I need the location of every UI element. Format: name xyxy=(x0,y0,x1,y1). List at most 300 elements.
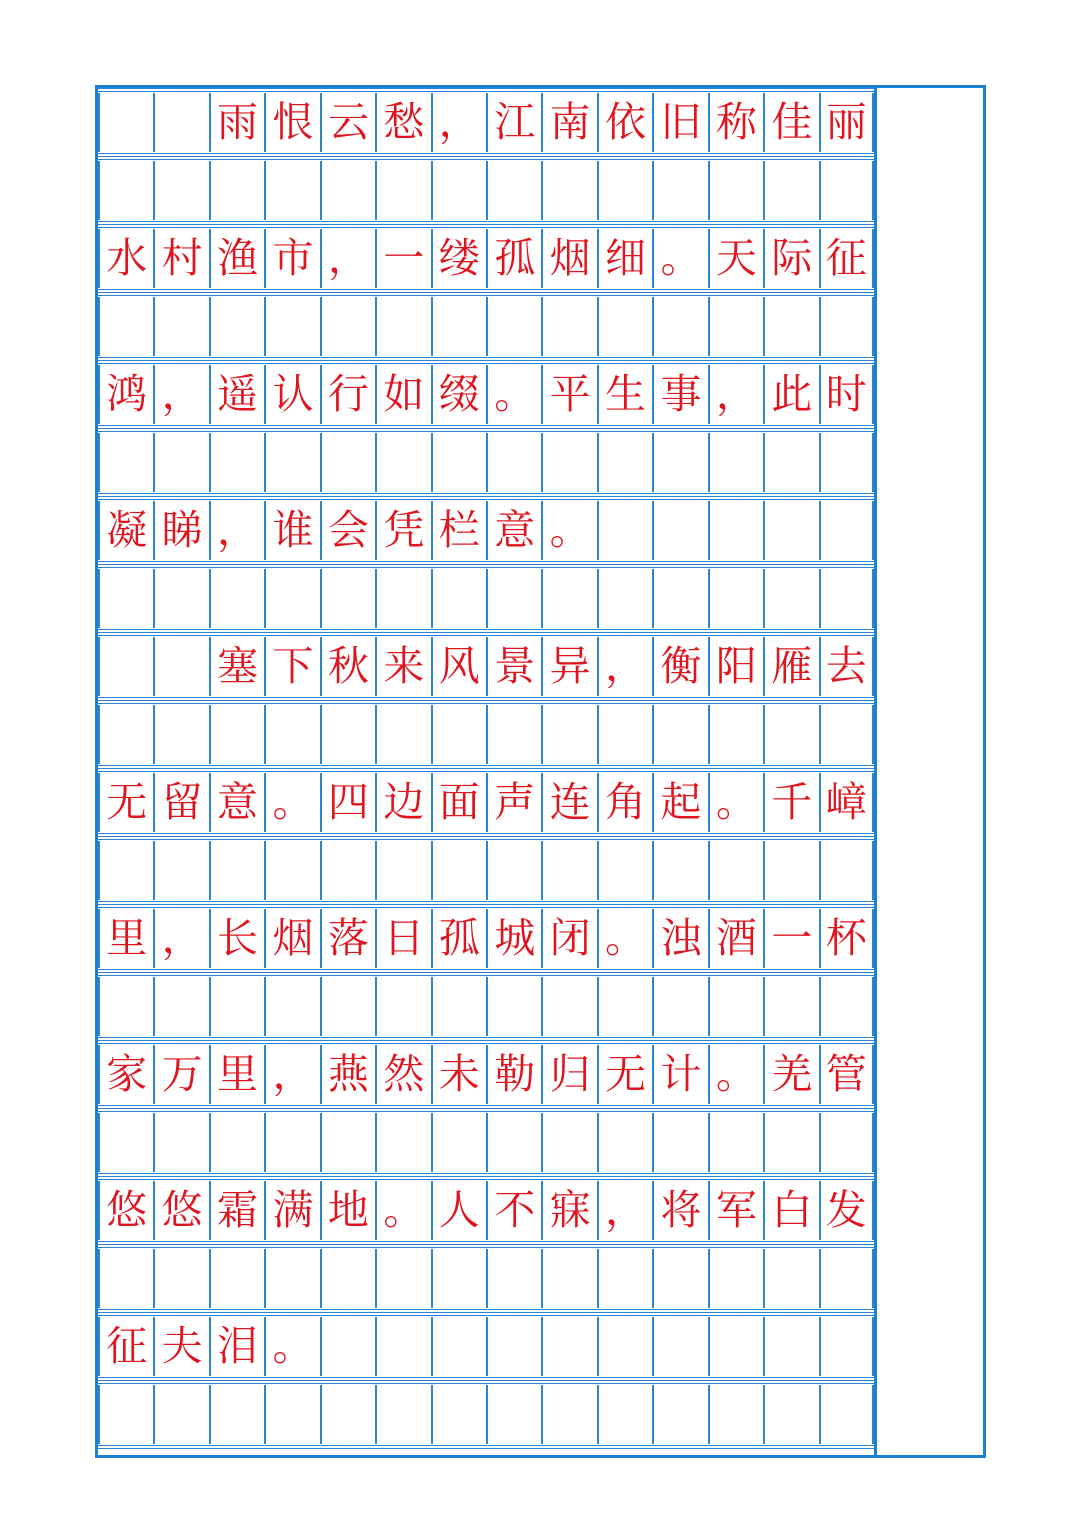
grid-cell: 南 xyxy=(541,93,596,152)
grid-cell: 塞 xyxy=(209,637,264,696)
grid-cell xyxy=(763,501,818,560)
grid-cell xyxy=(375,705,430,764)
grid-row xyxy=(98,705,874,764)
grid-row xyxy=(98,909,874,968)
grid-cell: 万 xyxy=(153,1045,208,1104)
grid-cell xyxy=(486,1317,541,1376)
grid-cell: 。 xyxy=(375,1181,430,1240)
grid-cell xyxy=(708,161,763,220)
grid-cell: 谁 xyxy=(264,501,319,560)
grid-cell xyxy=(431,161,486,220)
grid-cell xyxy=(320,841,375,900)
grid-cell: 。 xyxy=(541,501,596,560)
grid-cell: 村 xyxy=(153,229,208,288)
grid-cell xyxy=(819,1249,874,1308)
grid-cell xyxy=(153,161,208,220)
grid-cell: 泪 xyxy=(209,1317,264,1376)
grid-cell xyxy=(320,161,375,220)
grid-cell xyxy=(541,569,596,628)
grid-cell xyxy=(819,297,874,356)
grid-cell: 酒 xyxy=(708,909,763,968)
grid-cell: 白 xyxy=(763,1181,818,1240)
grid-cell xyxy=(264,1385,319,1444)
grid-cell xyxy=(652,841,707,900)
grid-cell xyxy=(652,569,707,628)
grid-cell xyxy=(708,1385,763,1444)
grid-cell: 栏 xyxy=(431,501,486,560)
grid-cell: 边 xyxy=(375,773,430,832)
grid-cell: 里 xyxy=(98,909,153,968)
grid-cell xyxy=(597,1113,652,1172)
row-rule-top xyxy=(98,292,874,296)
grid-cell xyxy=(708,501,763,560)
grid-cell: 衡 xyxy=(652,637,707,696)
grid-cell: 长 xyxy=(209,909,264,968)
grid-cell xyxy=(209,1113,264,1172)
grid-row xyxy=(98,433,874,492)
grid-cell xyxy=(320,433,375,492)
grid-row xyxy=(98,1113,874,1172)
grid-cell: 如 xyxy=(375,365,430,424)
grid-cell xyxy=(652,501,707,560)
grid-cell xyxy=(708,841,763,900)
grid-cell xyxy=(708,1317,763,1376)
grid-cell xyxy=(541,1113,596,1172)
row-rule-top xyxy=(98,836,874,840)
grid-cell: 水 xyxy=(98,229,153,288)
grid-cell: 云 xyxy=(320,93,375,152)
grid-cell: 羌 xyxy=(763,1045,818,1104)
grid-cell: 此 xyxy=(763,365,818,424)
grid-cell: 。 xyxy=(264,773,319,832)
grid-cell xyxy=(153,637,208,696)
grid-cell xyxy=(431,569,486,628)
grid-cell xyxy=(597,841,652,900)
grid-cell: 称 xyxy=(708,93,763,152)
grid-cell xyxy=(98,1385,153,1444)
grid-cell xyxy=(98,93,153,152)
grid-cell: 悠 xyxy=(153,1181,208,1240)
grid-cell xyxy=(431,1317,486,1376)
row-rule-top xyxy=(98,428,874,432)
grid-cell xyxy=(153,1385,208,1444)
grid-cell xyxy=(652,705,707,764)
grid-cell: 生 xyxy=(597,365,652,424)
grid-cell: 凝 xyxy=(98,501,153,560)
grid-cell xyxy=(763,297,818,356)
row-rule-top xyxy=(98,564,874,568)
grid-cell xyxy=(819,433,874,492)
row-rule-top xyxy=(98,1380,874,1384)
grid-cell xyxy=(209,297,264,356)
grid-cell: 夫 xyxy=(153,1317,208,1376)
grid-cell xyxy=(541,841,596,900)
grid-cell xyxy=(153,433,208,492)
grid-cell: 声 xyxy=(486,773,541,832)
grid-cell: 征 xyxy=(819,229,874,288)
grid-cell xyxy=(819,1317,874,1376)
grid-cell: 未 xyxy=(431,1045,486,1104)
grid-cell: 嶂 xyxy=(819,773,874,832)
grid-cell xyxy=(375,297,430,356)
row-rule-top xyxy=(98,496,874,500)
grid-cell xyxy=(375,1113,430,1172)
row-rule-top xyxy=(98,768,874,772)
grid-cell xyxy=(597,161,652,220)
grid-cell xyxy=(541,161,596,220)
grid-cell xyxy=(153,93,208,152)
grid-cell xyxy=(98,1249,153,1308)
grid-cell xyxy=(652,977,707,1036)
grid-cell: 意 xyxy=(209,773,264,832)
row-rule-top xyxy=(98,360,874,364)
grid-cell xyxy=(819,1385,874,1444)
grid-cell: 恨 xyxy=(264,93,319,152)
grid-cell: 异 xyxy=(541,637,596,696)
grid-cell: 雨 xyxy=(209,93,264,152)
grid-cell xyxy=(819,501,874,560)
row-rule-top xyxy=(98,88,874,92)
grid-cell xyxy=(375,569,430,628)
grid-cell: 燕 xyxy=(320,1045,375,1104)
grid-cell: 旧 xyxy=(652,93,707,152)
grid-cell: 一 xyxy=(375,229,430,288)
grid-cell xyxy=(153,705,208,764)
grid-cell xyxy=(320,1249,375,1308)
grid-cell xyxy=(486,977,541,1036)
grid-cell: 遥 xyxy=(209,365,264,424)
grid-row xyxy=(98,569,874,628)
grid-cell: 阳 xyxy=(708,637,763,696)
grid-cell xyxy=(209,977,264,1036)
grid-cell xyxy=(541,977,596,1036)
grid-cell xyxy=(486,569,541,628)
grid-cell xyxy=(431,1385,486,1444)
grid-cell xyxy=(209,161,264,220)
grid-row xyxy=(98,1249,874,1308)
grid-cell xyxy=(763,569,818,628)
grid-cell xyxy=(486,1385,541,1444)
grid-cell: 勒 xyxy=(486,1045,541,1104)
grid-cell: 景 xyxy=(486,637,541,696)
grid-cell: 孤 xyxy=(431,909,486,968)
grid-cell xyxy=(320,1113,375,1172)
grid-cell xyxy=(708,977,763,1036)
grid-cell xyxy=(708,1249,763,1308)
grid-cell xyxy=(375,841,430,900)
grid-cell xyxy=(597,1317,652,1376)
grid-cell xyxy=(375,433,430,492)
grid-cell xyxy=(264,297,319,356)
grid-cell xyxy=(98,977,153,1036)
grid-row xyxy=(98,1045,874,1104)
grid-cell: 。 xyxy=(708,1045,763,1104)
grid-cell xyxy=(320,977,375,1036)
grid-cell: 丽 xyxy=(819,93,874,152)
grid-cell: 。 xyxy=(486,365,541,424)
grid-cell xyxy=(431,841,486,900)
grid-cell xyxy=(597,569,652,628)
grid-cell xyxy=(597,1249,652,1308)
grid-cell xyxy=(652,1317,707,1376)
grid-cell xyxy=(486,433,541,492)
grid-cell: 管 xyxy=(819,1045,874,1104)
grid-cell: 佳 xyxy=(763,93,818,152)
grid-cell: ， xyxy=(153,909,208,968)
grid-row xyxy=(98,365,874,424)
grid-cell xyxy=(431,977,486,1036)
grid-cell xyxy=(98,705,153,764)
grid-cell xyxy=(209,1385,264,1444)
grid-cell: 落 xyxy=(320,909,375,968)
grid-cell xyxy=(652,433,707,492)
row-rule-top xyxy=(98,1040,874,1044)
grid-cell xyxy=(541,705,596,764)
grid-cell xyxy=(541,297,596,356)
grid-cell: 风 xyxy=(431,637,486,696)
grid-cell xyxy=(541,1385,596,1444)
grid-cell xyxy=(597,297,652,356)
grid-cell: 军 xyxy=(708,1181,763,1240)
grid-cell: 缕 xyxy=(431,229,486,288)
grid-cell: 愁 xyxy=(375,93,430,152)
grid-cell xyxy=(819,977,874,1036)
grid-cell: 雁 xyxy=(763,637,818,696)
grid-cell xyxy=(486,297,541,356)
grid-cell xyxy=(98,569,153,628)
grid-cell: 鸿 xyxy=(98,365,153,424)
grid-cell xyxy=(819,569,874,628)
grid-cell: 城 xyxy=(486,909,541,968)
row-rule-top xyxy=(98,904,874,908)
grid-cell xyxy=(375,1385,430,1444)
grid-cell: 渔 xyxy=(209,229,264,288)
grid-cell xyxy=(431,705,486,764)
grid-cell xyxy=(98,841,153,900)
grid-cell: 不 xyxy=(486,1181,541,1240)
grid-cell: 发 xyxy=(819,1181,874,1240)
grid-cell: 孤 xyxy=(486,229,541,288)
grid-cell xyxy=(763,977,818,1036)
grid-cell: 来 xyxy=(375,637,430,696)
grid-cell xyxy=(209,569,264,628)
grid-cell: 杯 xyxy=(819,909,874,968)
grid-cell: 霜 xyxy=(209,1181,264,1240)
grid-cell: 面 xyxy=(431,773,486,832)
grid-row xyxy=(98,1385,874,1444)
grid-cell: 行 xyxy=(320,365,375,424)
grid-cell xyxy=(597,1385,652,1444)
row-rule-top xyxy=(98,972,874,976)
grid-cell: 地 xyxy=(320,1181,375,1240)
grid-cell: ， xyxy=(597,1181,652,1240)
grid-cell: 。 xyxy=(652,229,707,288)
grid-cell xyxy=(264,1113,319,1172)
grid-cell xyxy=(597,501,652,560)
grid-cell xyxy=(264,705,319,764)
grid-cell: ， xyxy=(264,1045,319,1104)
grid-cell xyxy=(98,1113,153,1172)
row-rule-top xyxy=(98,224,874,228)
grid-cell xyxy=(431,1113,486,1172)
grid-cell xyxy=(652,1385,707,1444)
grid-cell xyxy=(431,1249,486,1308)
grid-cell: 满 xyxy=(264,1181,319,1240)
grid-cell xyxy=(541,1317,596,1376)
grid-cell xyxy=(652,1113,707,1172)
grid-cell xyxy=(763,1249,818,1308)
grid-cell xyxy=(98,637,153,696)
grid-cell xyxy=(375,977,430,1036)
grid-cell xyxy=(320,1317,375,1376)
grid-cell xyxy=(652,297,707,356)
grid-row xyxy=(98,841,874,900)
grid-cell: 四 xyxy=(320,773,375,832)
grid-cell xyxy=(708,705,763,764)
grid-cell: 际 xyxy=(763,229,818,288)
grid-cell xyxy=(819,1113,874,1172)
grid-cell: 烟 xyxy=(264,909,319,968)
grid-cell xyxy=(819,841,874,900)
grid-cell: 无 xyxy=(597,1045,652,1104)
right-margin-line xyxy=(874,85,877,1458)
grid-cell xyxy=(486,705,541,764)
grid-row xyxy=(98,93,874,152)
grid-cell xyxy=(819,705,874,764)
row-rule-top xyxy=(98,156,874,160)
grid-cell: 江 xyxy=(486,93,541,152)
row-rule-top xyxy=(98,632,874,636)
grid-cell xyxy=(98,161,153,220)
grid-cell xyxy=(375,161,430,220)
grid-cell xyxy=(763,433,818,492)
grid-cell xyxy=(209,1249,264,1308)
grid-cell: 依 xyxy=(597,93,652,152)
grid-row xyxy=(98,1317,874,1376)
grid-cell: 凭 xyxy=(375,501,430,560)
grid-cell: 浊 xyxy=(652,909,707,968)
grid-cell: ， xyxy=(320,229,375,288)
grid-cell xyxy=(597,977,652,1036)
grid-cell xyxy=(763,841,818,900)
grid-cell xyxy=(486,1113,541,1172)
grid-row xyxy=(98,229,874,288)
grid-cell xyxy=(264,433,319,492)
grid-cell xyxy=(320,1385,375,1444)
grid-cell xyxy=(153,297,208,356)
grid-cell: 千 xyxy=(763,773,818,832)
grid-cell: 事 xyxy=(652,365,707,424)
grid-cell xyxy=(763,1113,818,1172)
grid-cell xyxy=(153,841,208,900)
grid-row xyxy=(98,297,874,356)
row-rule-bottom xyxy=(98,1445,874,1449)
grid-cell xyxy=(264,161,319,220)
grid-cell xyxy=(763,1317,818,1376)
grid-cell: 悠 xyxy=(98,1181,153,1240)
grid-cell: 烟 xyxy=(541,229,596,288)
grid-cell xyxy=(486,1249,541,1308)
grid-cell xyxy=(597,433,652,492)
grid-cell: 缀 xyxy=(431,365,486,424)
grid-row xyxy=(98,977,874,1036)
grid-cell: 人 xyxy=(431,1181,486,1240)
grid-cell xyxy=(98,297,153,356)
grid-cell: 寐 xyxy=(541,1181,596,1240)
grid-cell xyxy=(431,297,486,356)
grid-cell: 秋 xyxy=(320,637,375,696)
grid-cell: 平 xyxy=(541,365,596,424)
grid-cell xyxy=(153,569,208,628)
grid-cell: ， xyxy=(209,501,264,560)
grid-cell: 日 xyxy=(375,909,430,968)
grid-cell xyxy=(763,161,818,220)
grid-cell xyxy=(597,705,652,764)
grid-cell xyxy=(708,1113,763,1172)
grid-cell xyxy=(320,297,375,356)
grid-cell: 无 xyxy=(98,773,153,832)
grid-cell: 征 xyxy=(98,1317,153,1376)
grid-cell: 角 xyxy=(597,773,652,832)
grid-cell: 连 xyxy=(541,773,596,832)
grid-row xyxy=(98,501,874,560)
grid-row xyxy=(98,161,874,220)
grid-cell: 家 xyxy=(98,1045,153,1104)
grid-cell xyxy=(264,841,319,900)
grid-cell: 下 xyxy=(264,637,319,696)
grid-cell xyxy=(708,433,763,492)
grid-cell xyxy=(98,433,153,492)
grid-cell xyxy=(375,1249,430,1308)
grid-cell: 计 xyxy=(652,1045,707,1104)
grid-cell: 。 xyxy=(264,1317,319,1376)
grid-cell: 里 xyxy=(209,1045,264,1104)
grid-cell xyxy=(209,433,264,492)
row-rule-top xyxy=(98,1244,874,1248)
grid-cell xyxy=(486,841,541,900)
grid-cell xyxy=(209,841,264,900)
grid-cell xyxy=(264,1249,319,1308)
grid-row xyxy=(98,637,874,696)
grid-cell xyxy=(320,705,375,764)
grid-cell xyxy=(153,977,208,1036)
grid-cell xyxy=(708,569,763,628)
grid-cell: 闭 xyxy=(541,909,596,968)
grid-cell: ， xyxy=(597,637,652,696)
grid-cell: 然 xyxy=(375,1045,430,1104)
grid-cell: ， xyxy=(431,93,486,152)
row-rule-top xyxy=(98,1108,874,1112)
grid-cell xyxy=(708,297,763,356)
row-rule-top xyxy=(98,1176,874,1180)
grid-cell xyxy=(486,161,541,220)
grid-cell: 一 xyxy=(763,909,818,968)
grid-cell xyxy=(541,1249,596,1308)
grid-cell xyxy=(320,569,375,628)
grid-cell xyxy=(153,1113,208,1172)
grid-cell xyxy=(763,705,818,764)
grid-cell: ， xyxy=(708,365,763,424)
grid-cell: ， xyxy=(153,365,208,424)
grid-cell: 市 xyxy=(264,229,319,288)
grid-cell xyxy=(264,977,319,1036)
grid-cell: 起 xyxy=(652,773,707,832)
grid-cell: 细 xyxy=(597,229,652,288)
grid-cell: 留 xyxy=(153,773,208,832)
row-rule-top xyxy=(98,700,874,704)
grid-cell xyxy=(763,1385,818,1444)
grid-cell: 。 xyxy=(597,909,652,968)
